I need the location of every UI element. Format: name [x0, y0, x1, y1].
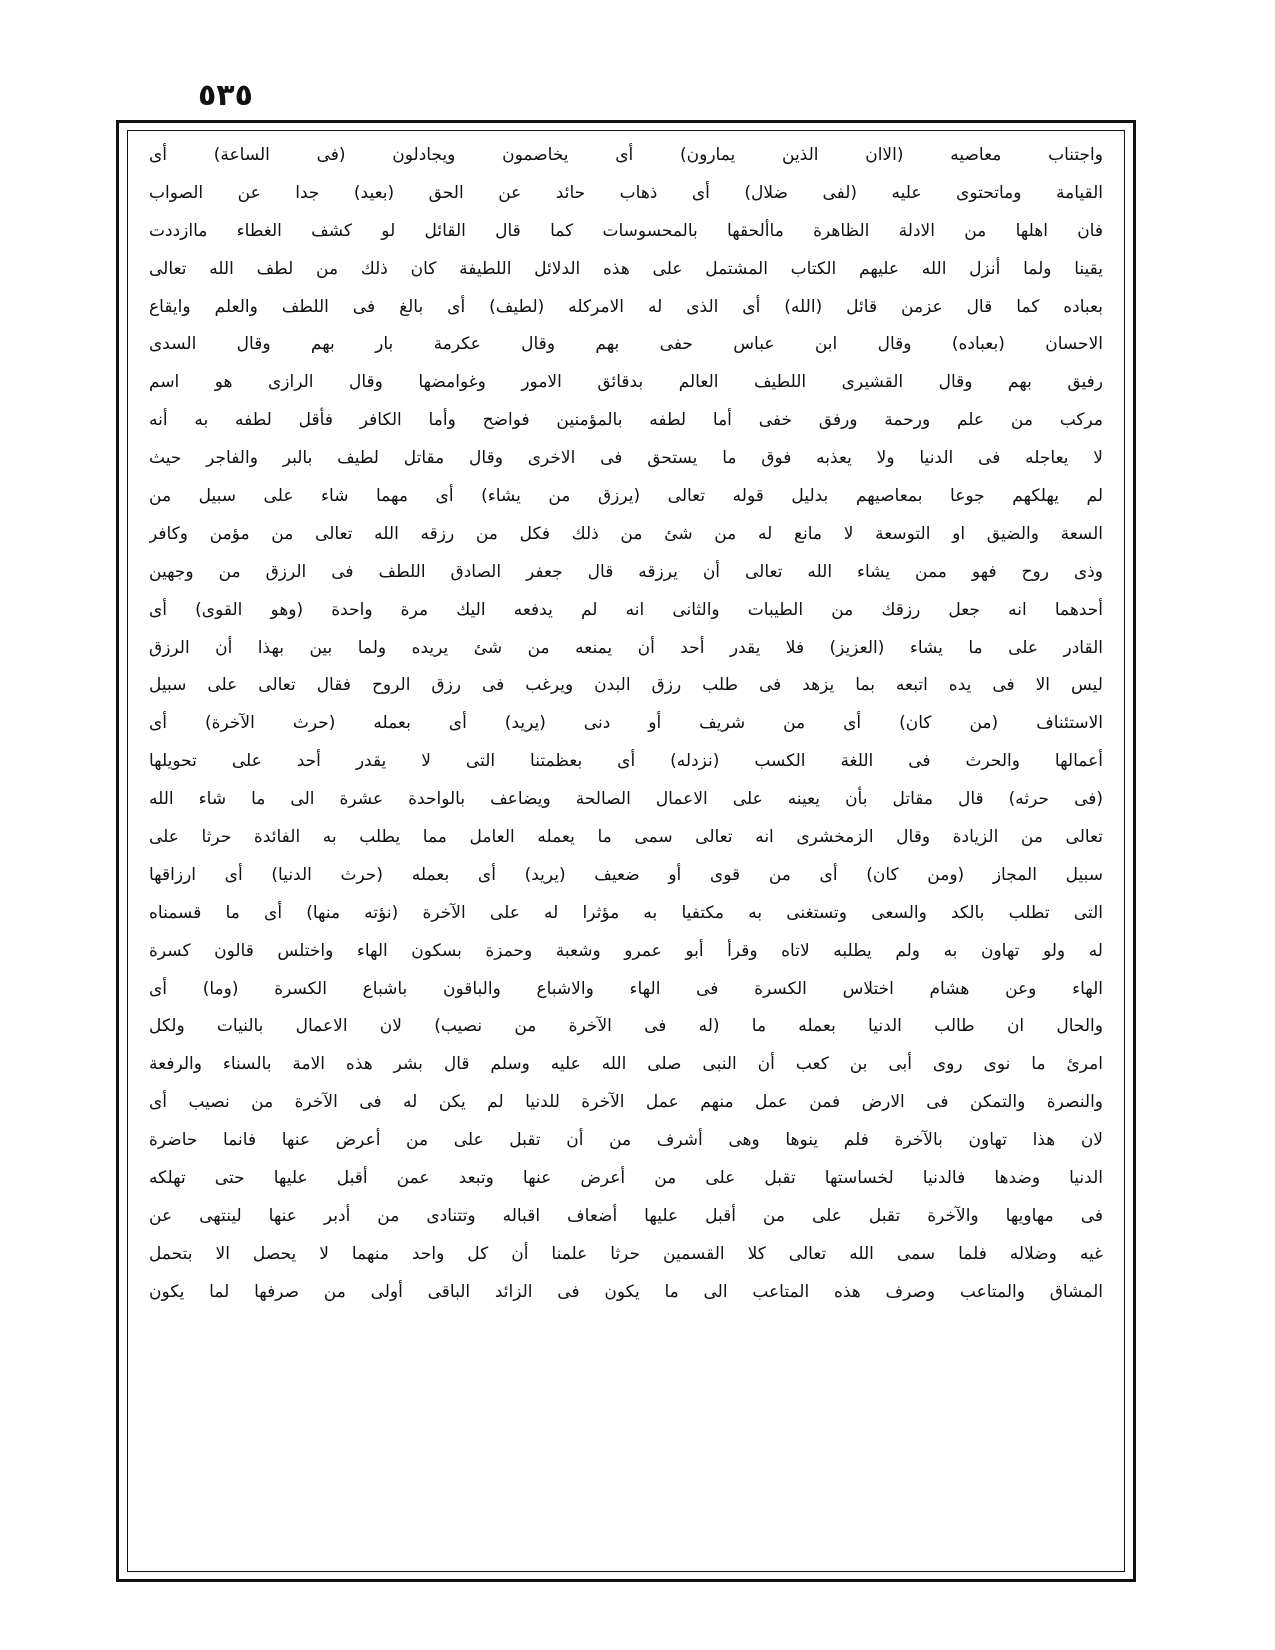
- text-line: أعمالها والحرث فى اللغة الكسب (نزدله) أى بعظمتنا التى لا يقدر أحد على تحويلها: [149, 751, 1103, 772]
- text-line: (فى حرثه) قال مقاتل بأن يعينه على الاعمال الصالحة ويضاعف بالواحدة عشرة الى ما شاء الله: [149, 789, 1103, 810]
- text-line: والنصرة والتمكن فى الارض فمن عمل منهم عمل الآخرة للدنيا لم يكن له فى الآخرة من نصيب أى: [149, 1092, 1103, 1113]
- text-line: له ولو تهاون به ولم يطلبه لاتاه وقرأ أبو عمرو وشعبة وحمزة بسكون الهاء واختلس قالون كسرة: [149, 940, 1103, 961]
- text-line: التى تطلب بالكد والسعى وتستغنى به مكتفيا به مؤثرا له على الآخرة (نؤته منها) أى ما قسمناه: [149, 902, 1103, 923]
- text-line: امرئ ما نوى روى أبى بن كعب أن النبى صلى الله عليه وسلم قال بشر هذه الامة بالسناء والرفعة: [149, 1054, 1103, 1075]
- page-number: ٥٣٥: [198, 78, 253, 113]
- text-line: أحدهما انه جعل رزقك من الطيبات والثانى انه لم يدفعه اليك مرة واحدة (وهو القوى) أى: [149, 599, 1103, 620]
- text-line: القيامة وماتحتوى عليه (لفى ضلال) أى ذهاب حائد عن الحق (بعيد) جدا عن الصواب: [149, 182, 1103, 203]
- text-line: مركب من علم ورحمة ورفق خفى أما لطفه بالمؤمنين فواضح وأما الكافر فأقل لطفه به أنه: [149, 410, 1103, 431]
- text-line: القادر على ما يشاء (العزيز) فلا يقدر أحد أن يمنعه من شئ يريده ولما بين بهذا أن الرزق: [149, 637, 1103, 658]
- text-line: لا يعاجله فى الدنيا ولا يعذبه فوق ما يستحق فى الاخرى وقال مقاتل لطيف بالبر والفاجر حيث: [149, 448, 1103, 469]
- text-line: والحال ان طالب الدنيا بعمله ما (له فى الآخرة من نصيب) لان الاعمال بالنيات ولكل: [149, 1016, 1103, 1037]
- text-line: لم يهلكهم جوعا بمعاصيهم بدليل قوله تعالى (يرزق من يشاء) أى مهما شاء على سبيل من: [149, 486, 1103, 507]
- text-line: واجتناب معاصيه (الاان الذين يمارون) أى يخاصمون ويجادلون (فى الساعة) أى: [149, 145, 1103, 165]
- text-line: الاحسان (بعباده) وقال ابن عباس حفى بهم وقال عكرمة بار بهم وقال السدى: [149, 334, 1103, 355]
- text-line: وذى روح فهو ممن يشاء الله تعالى أن يرزقه قال جعفر الصادق اللطف فى الرزق من وجهين: [149, 561, 1103, 582]
- text-line: بعباده كما قال عزمن قائل (الله) أى الذى له الامركله (لطيف) أى بالغ فى اللطف والعلم وايقاع: [149, 296, 1103, 317]
- body-text: [149, 137, 1103, 1312]
- text-line: فى مهاويها والآخرة تقبل على من أقبل عليها أضعاف اقباله وتتنادى من أدبر عنها لينتهى عن: [149, 1205, 1103, 1226]
- text-line: رفيق بهم وقال القشيرى اللطيف العالم بدقائق الامور وغوامضها وقال الرازى هو اسم: [149, 372, 1103, 393]
- text-line: الهاء وعن هشام اختلاس الكسرة فى الهاء والاشباع والباقون باشباع الكسرة (وما) أى: [149, 978, 1103, 999]
- text-line: يقينا ولما أنزل الله عليهم الكتاب المشتمل على هذه الدلائل اللطيفة كان ذلك من لطف الله تعالى: [149, 258, 1103, 279]
- text-line: ليس الا فى يده اتبعه بما يزهد فى طلب رزق البدن ويرغب فى رزق الروح فقال تعالى على سبيل: [149, 675, 1103, 696]
- text-line: الاستئناف (من كان) أى من شريف أو دنى (يريد) أى بعمله (حرث الآخرة) أى: [149, 713, 1103, 734]
- text-line: لان هذا تهاون بالآخرة فلم ينوها وهى أشرف من أن تقبل على من أعرض عنها فانما حاضرة: [149, 1130, 1103, 1151]
- text-line: الدنيا وضدها فالدنيا لخساستها تقبل على من أعرض عنها وتبعد عمن أقبل عليها حتى تهلكه: [149, 1168, 1103, 1189]
- page-border-outer: [116, 120, 1136, 1582]
- text-line: غيه وضلاله فلما سمى الله تعالى كلا القسمين حرثا علمنا أن كل واحد منهما لا يحصل الا بتحمل: [149, 1243, 1103, 1264]
- text-line: المشاق والمتاعب وصرف هذه المتاعب الى ما يكون فى الزائد الباقى أولى من صرفها لما يكون: [149, 1281, 1103, 1302]
- text-line: سبيل المجاز (ومن كان) أى من قوى أو ضعيف (يريد) أى بعمله (حرث الدنيا) أى ارزاقها: [149, 864, 1103, 885]
- text-line: فان اهلها من الادلة الظاهرة ماألحقها بالمحسوسات كما قال القائل لو كشف الغطاء ماازددت: [149, 220, 1103, 241]
- text-line: تعالى من الزيادة وقال الزمخشرى انه تعالى سمى ما يعمله العامل مما يطلب به الفائدة حرثا على: [149, 827, 1103, 848]
- text-line: السعة والضيق او التوسعة لا مانع له من شئ من ذلك فكل من رزقه الله تعالى من مؤمن وكافر: [149, 523, 1103, 544]
